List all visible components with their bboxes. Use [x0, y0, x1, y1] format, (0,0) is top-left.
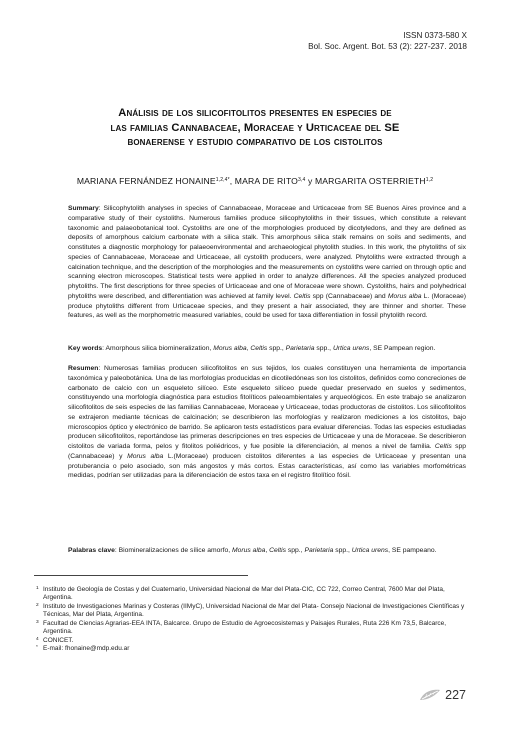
title-line-3: bonaerense y estudio comparativo de los cistolitos: [127, 136, 383, 148]
resumen-taxon: Morus alba: [127, 452, 164, 460]
footnote-text: Instituto de Geología de Costas y del Cuaternario, Universidad Nacional de Mar del Plata-CIC, CC 722, Correo Central, 7600 Mar del Plata, Argentina.: [43, 586, 445, 602]
footnotes: [34, 586, 470, 654]
palabras-taxon: Parietaria: [304, 547, 334, 554]
palabras-text: ,: [265, 547, 270, 554]
journal-header: [308, 30, 467, 52]
keywords-taxon: Morus alba: [213, 345, 247, 352]
footnote: [34, 620, 470, 636]
summary-abstract: [68, 204, 466, 321]
resumen-taxon: Celtis: [434, 443, 452, 450]
author-2: MARA DE RITO: [234, 176, 299, 186]
author-2-affil: 3,4: [298, 177, 306, 183]
palabras-text: spp.,: [333, 547, 352, 554]
keywords-text: spp.,: [267, 345, 286, 352]
resumen-text: L.(Moraceae) producen cistolitos diferentes a las especies de Urticaceae y presentan una protuberancia o pelo asociado, son más angostos y más cortos. Estas características, así como las variables morfométricas medidas, podrían ser utilizadas para la diferenciación de estos taxa en el registro fitolítico fósil.: [68, 452, 466, 480]
summary-text: spp (Cannabaceae) and: [310, 292, 388, 300]
palabras-label: Palabras clave: [68, 547, 115, 554]
footnote: [34, 586, 470, 602]
footnote-text: CONICET.: [43, 636, 74, 644]
keywords-text: , SE Pampean region.: [369, 345, 436, 352]
footnote-mark: 1: [36, 586, 39, 591]
leaf-logo-icon: [419, 689, 441, 701]
key-words: [68, 344, 466, 354]
palabras-clave: [68, 546, 466, 556]
keywords-text: : Amorphous silica biomineralization,: [102, 345, 214, 352]
footnote-text: Instituto de Investigaciones Marinas y Costeras (IIMyC), Universidad Nacional de Mar del Plata- Consejo Nacional de Investigaciones Científicas y Técnicas, Mar del Plata, Argentina.: [43, 602, 465, 619]
footnote-divider: [34, 575, 248, 576]
resumen-text: : Numerosas familias producen silicofitolitos en sus tejidos, los cuales constituyen una herramienta de importancia taxonómica y paleobotánica. Una de las morfologías producidas en dicotiledóneas son los cistolitos, definidos como concreciones de carbonato de calcio con un esqueleto silíceo. Este esqueleto silíceo puede quedar preservado en suelos y sedimentos, constituyendo una morfología diagnóstica para estudios fitolíticos paleoambientales y arqueológicos. En este trabajo se analizaron silicofitolitos de seis especies de las familias Cannabaceae, Moraceae y Urticaceae, todas productoras de cistolitos. Los silicofitolitos se extrajeron mediante técnicas de calcinación; se describieron las morfologías y realizaron mediciones a los cistolitos, bajo microscopios óptico y electrónico de barrido. Se aplicaron tests estadísticos para evaluar diferencias. Todas las especies estudiadas producen silicofitolitos, reportándose las primeras descripciones en tres especies de Urticaceae y una de Moraceae. Se describieron cistolitos de variada forma, pelos y fitolitos poliédricos, y fue posible la diferenciación, al menos a nivel de familia.: [68, 365, 466, 450]
footnote-mark: 2: [36, 602, 39, 608]
palabras-taxon: Morus alba: [231, 547, 266, 554]
footnote: [34, 603, 470, 619]
footnote-mark: 4: [36, 636, 39, 642]
article-title: [40, 106, 470, 150]
author-1: MARIANA FERNÁNDEZ HONAINE: [76, 176, 216, 186]
summary-text: L. (Moraceae) produce phytoliths different from Urticaceae species, and they present a hair associated, they are thinner and shorter. These features, as well as the morphometric measured variables, could be used for taxa differentiation in fossil phytolith record.: [68, 292, 466, 320]
authors: MARIANA FERNÁNDEZ $HONAINE^{1,2,4*}$, MARA DE RITO$^{3,4}$ y MARGARITA OSTERRIETH$^{1,2}$: [76, 176, 434, 186]
palabras-text: : Biomineralizaciones de sílice amorfo,: [114, 547, 232, 554]
title-line-2: las familias Cannabaceae, Moraceae y Urticaceae del SE: [110, 121, 400, 134]
footnote: [34, 645, 470, 653]
keywords-taxon: Celtis: [250, 345, 268, 352]
footnote-mark: 3: [36, 619, 39, 625]
footnote-mark: *: [36, 645, 38, 651]
author-3: MARGARITA OSTERRIETH: [314, 176, 426, 186]
summary-taxon: Celtis: [293, 292, 311, 300]
footnote: [34, 637, 470, 645]
summary-label: Summary: [68, 205, 99, 212]
author-1-affil: 1,2,4*: [215, 177, 230, 183]
resumen-label: Resumen: [68, 365, 99, 372]
keywords-text: ,: [246, 345, 251, 352]
issn: ISSN 0373-580 X: [403, 31, 467, 40]
authors-joiner: y: [307, 176, 313, 186]
keywords-label: Key words: [68, 345, 103, 352]
resumen-abstract: [68, 364, 466, 481]
summary-taxon: Morus alba: [387, 292, 422, 300]
page-footer: [419, 688, 466, 702]
palabras-taxon: Celtis: [269, 547, 287, 554]
keywords-text: spp.,: [314, 345, 333, 352]
footnote-text: Facultad de Ciencias Agrarias-EEA INTA, Balcarce. Grupo de Estudio de Agroecosistemas y Paisajes Rurales, Ruta 226 Km 73,5, Balcarce, Argentina.: [43, 619, 447, 636]
palabras-taxon: Urtica urens: [351, 547, 389, 554]
summary-text: : Silicophytolith analyses in species of Cannabaceae, Moraceae and Urticaceae from SE Buenos Aires province and a comparative study of their cystoliths. Numerous families produce silicophytoliths in their tissues, which constitute a relevant taxonomic and palaeobotanical tool. Cystoliths are one of the morphologies produced by dicotyledons, and they are defined as deposits of amorphous calcium carbonate with a silica stalk. This amorphous silica stalk remains on soils and sediments, and constitutes a diagnostic morphology for palaeoenvironmental and archaeological phytolith studies. In this work, the phytoliths of six species of Cannabaceae, Moraceae and Urticaceae, all cystolith producers, were analyzed. Phytoliths were extracted through a calcination technique, and the description of the morphologies and the measurements on cystoliths were carried on through optic and scanning electron microscopes. Statistical tests were applied in order to analyze differences. All the species analyzed produced phytoliths. The first descriptions for three species of Urticaceae and one of Moraceae were shown. Cystoliths, hairs and polyhedrical phytoliths were described, and differentiation was achieved at family level.: [68, 205, 466, 300]
title-line-1: Análisis de los silicofitolitos presentes en especies de: [118, 107, 392, 119]
resumen-text: spp (Cannabaceae) y: [68, 443, 466, 460]
footnote-text: E-mail: fhonaine@mdp.edu.ar: [43, 645, 130, 653]
palabras-text: spp.,: [286, 547, 305, 554]
citation: Bol. Soc. Argent. Bot. 53 (2): 227-237. 2018: [308, 42, 467, 51]
keywords-taxon: Parietaria: [285, 345, 315, 352]
page-number: 227: [445, 688, 466, 702]
keywords-taxon: Urtica urens: [332, 345, 370, 352]
author-3-affil: 1,2: [425, 177, 434, 183]
palabras-text: , SE pampeano.: [388, 547, 437, 554]
